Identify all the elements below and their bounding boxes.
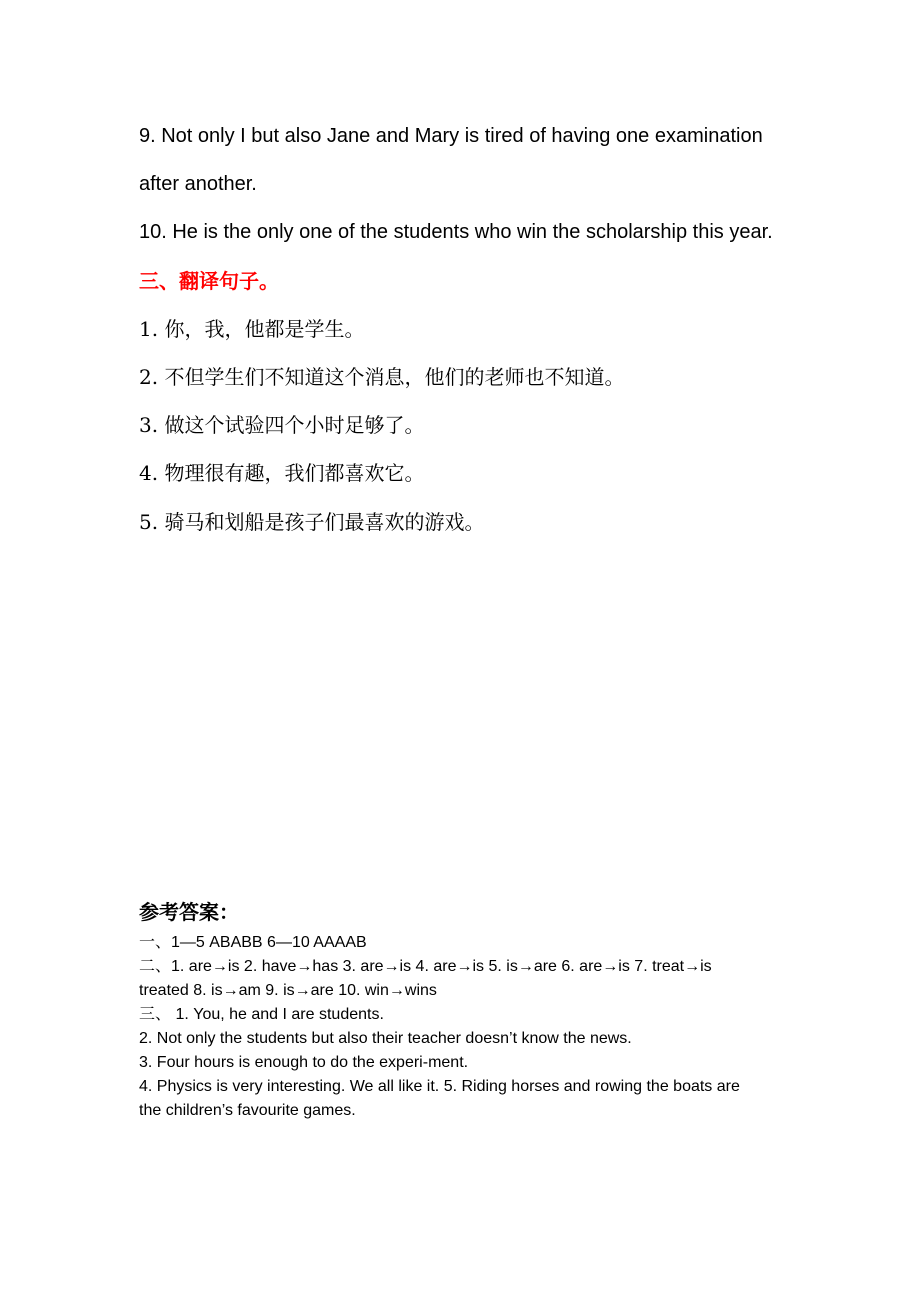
answer-line-5: 2. Not only the students but also their teacher doesn’t know the news. [139,1030,632,1047]
answers-title: 参考答案： [139,900,239,924]
answer-line-3: treated 8. is→am 9. is→are 10. win→wins [139,982,437,999]
answer-line-2: 二、1. are→is 2. have→has 3. are→is 4. are→is 5. is→are 6. are→is 7. treat→is [139,958,712,975]
question-9-line-1: 9. Not only I but also Jane and Mary is tired of having one examination [139,125,763,147]
question-9-line-2: after another. [139,173,257,195]
answer-line-6: 3. Four hours is enough to do the experi-ment. [139,1054,469,1071]
answer-line-1: 一、1—5 ABABB 6—10 AAAAB [139,934,367,951]
translate-item-2: 2. 不但学生们不知道这个消息，他们的老师也不知道。 [139,365,625,389]
translate-item-3: 3. 做这个试验四个小时足够了。 [139,413,425,437]
answer-line-7: 4. Physics is very interesting. We all like it. 5. Riding horses and rowing the boats are [139,1078,740,1095]
question-10: 10. He is the only one of the students who win the scholarship this year. [139,221,773,243]
section-3-heading: 三、翻译句子。 [139,269,279,293]
translate-item-5: 5. 骑马和划船是孩子们最喜欢的游戏。 [139,510,485,534]
translate-item-4: 4. 物理很有趣，我们都喜欢它。 [139,461,425,485]
answer-line-4: 三、 1. You, he and I are students. [139,1006,384,1023]
translate-item-1: 1. 你，我，他都是学生。 [139,317,365,341]
answer-line-8: the children’s favourite games. [139,1102,356,1119]
